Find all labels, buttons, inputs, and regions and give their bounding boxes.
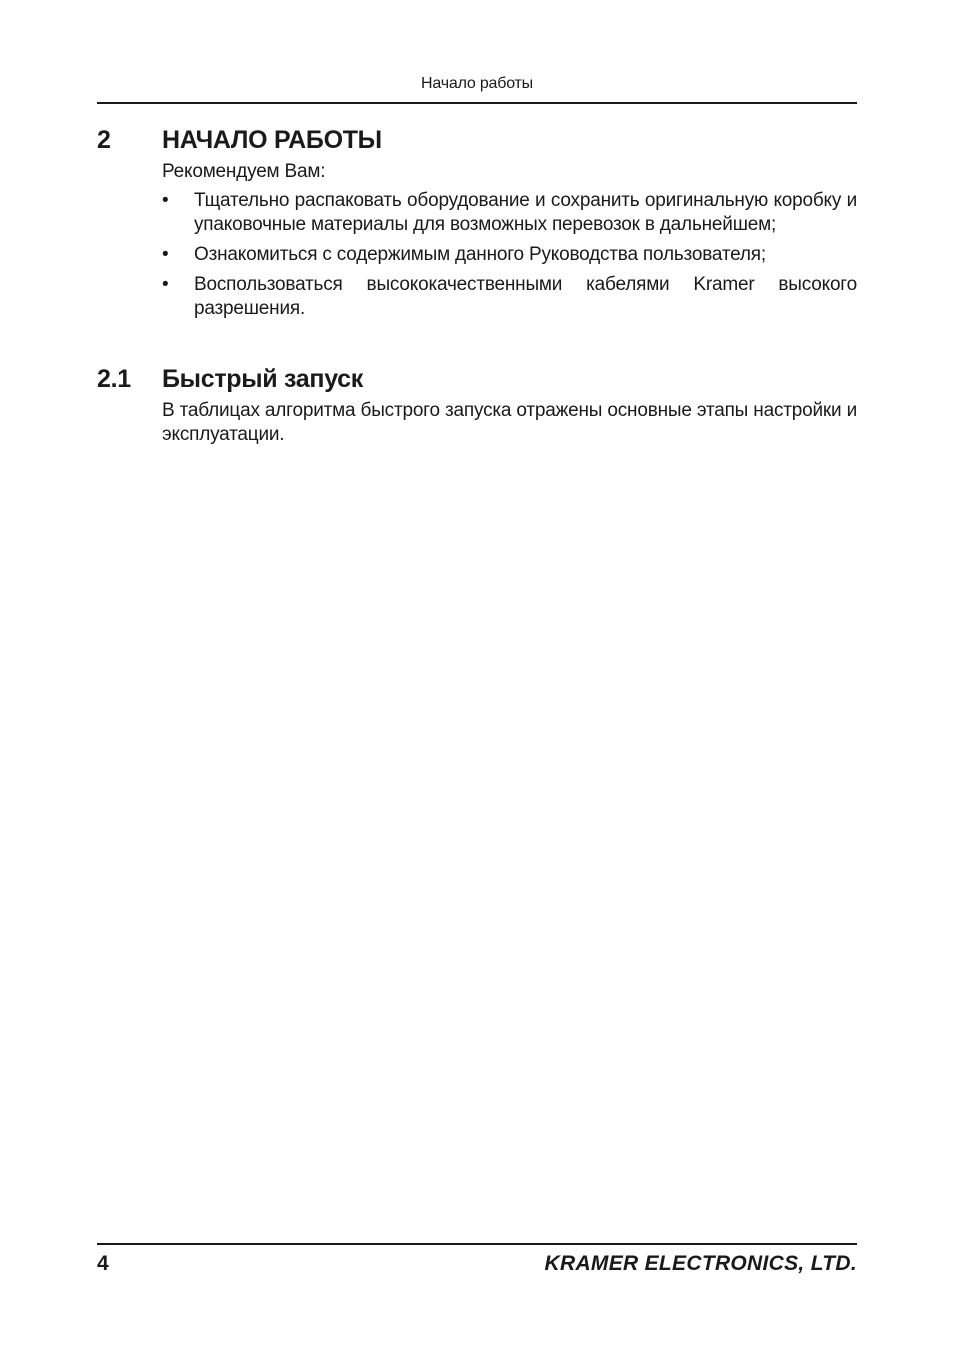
- bullet-icon: •: [162, 244, 169, 265]
- section-2-1: [97, 363, 857, 447]
- page-number: 4: [97, 1252, 109, 1275]
- section-2: [97, 124, 857, 327]
- list-item-text: Ознакомиться с содержимым данного Руководства пользователя;: [194, 244, 766, 265]
- recommendation-list: [162, 189, 857, 321]
- company-name: KRAMER ELECTRONICS, LTD.: [544, 1252, 857, 1275]
- intro-text: Рекомендуем Вам:: [162, 161, 326, 182]
- subsection-number: 2.1: [97, 365, 131, 393]
- list-item: [162, 273, 857, 321]
- list-item-text: Тщательно распаковать оборудование и сохранить оригинальную коробку и упаковочные материалы для возможных перевозок в дальнейшем;: [194, 190, 857, 235]
- bullet-icon: •: [162, 190, 169, 211]
- paragraph: В таблицах алгоритма быстрого запуска отражены основные этапы настройки и эксплуатации.: [162, 400, 857, 445]
- bullet-icon: •: [162, 274, 169, 295]
- section-body: [162, 160, 857, 321]
- section-number: 2: [97, 126, 111, 154]
- section-title: НАЧАЛО РАБОТЫ: [162, 126, 382, 154]
- section-heading: [97, 124, 857, 156]
- header-divider: [97, 102, 857, 104]
- footer-divider: [97, 1243, 857, 1245]
- running-header: Начало работы: [421, 75, 533, 92]
- subsection-heading: [97, 363, 857, 395]
- subsection-title: Быстрый запуск: [162, 365, 364, 393]
- subsection-body: [162, 399, 857, 447]
- list-item: [162, 243, 857, 267]
- list-item: [162, 189, 857, 237]
- list-item-text: Воспользоваться высококачественными кабелями Kramer высокого разрешения.: [194, 274, 857, 319]
